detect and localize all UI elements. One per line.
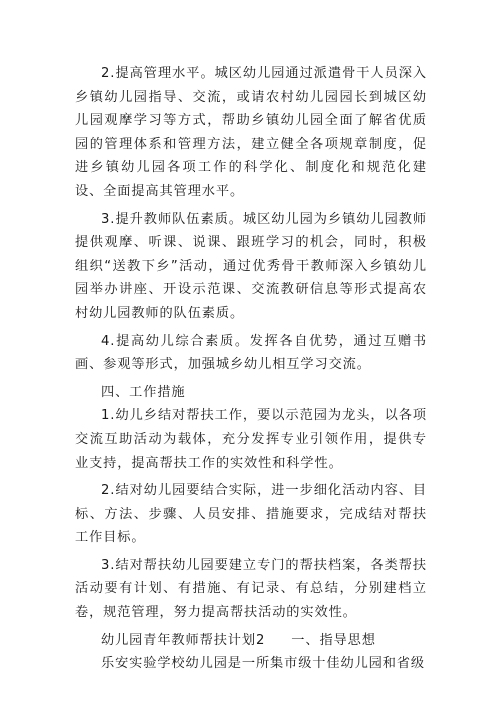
measure-3: 3.结对帮扶幼儿园要建立专门的帮扶档案，各类帮扶活动要有计划、有措施、有记录、有总结，分别建档立卷，规范管理，努力提高帮扶活动的实效性。: [75, 557, 427, 621]
next-plan-title: 幼儿园青年教师帮扶计划2: [101, 632, 266, 648]
paragraph-teachers: 3.提升教师队伍素质。城区幼儿园为乡镇幼儿园教师提供观摩、听课、说课、跟班学习的机会，同时，积极组织“送教下乡”活动，通过优秀骨干教师深入乡镇幼儿园举办讲座、开设示范课、交流教研信息等形式提高农村幼儿园教师的队伍素质。: [75, 211, 427, 321]
paragraph-management: 2.提高管理水平。城区幼儿园通过派遣骨干人员深入乡镇幼儿园指导、交流，或请农村幼儿园园长到城区幼儿园观摩学习等方式，帮助乡镇幼儿园全面了解省优质园的管理体系和管理方法，建立健全各项规章制度，促进乡镇幼儿园各项工作的科学化、制度化和规范化建设、全面提高其管理水平。: [75, 66, 427, 199]
last-paragraph: 乐安实验学校幼儿园是一所集市级十佳幼儿园和省级: [101, 656, 426, 672]
next-plan-heading: 一、指导思想: [291, 632, 376, 648]
next-plan-title-line: [75, 629, 427, 653]
paragraph-children: 4.提高幼儿综合素质。发挥各自优势，通过互赠书画、参观等形式，加强城乡幼儿相互学习交流。: [75, 333, 427, 373]
document-body: [75, 62, 427, 676]
measure-1: 1.幼儿乡结对帮扶工作，要以示范园为龙头，以各项交流互助活动为载体，充分发挥专业引领作用，提供专业支持，提高帮扶工作的实效性和科学性。: [75, 408, 427, 471]
section-heading: 四、工作措施: [101, 384, 186, 400]
measure-2: 2.结对幼儿园要结合实际，进一步细化活动内容、目标、方法、步骤、人员安排、措施要求，完成结对帮扶工作目标。: [75, 483, 427, 546]
